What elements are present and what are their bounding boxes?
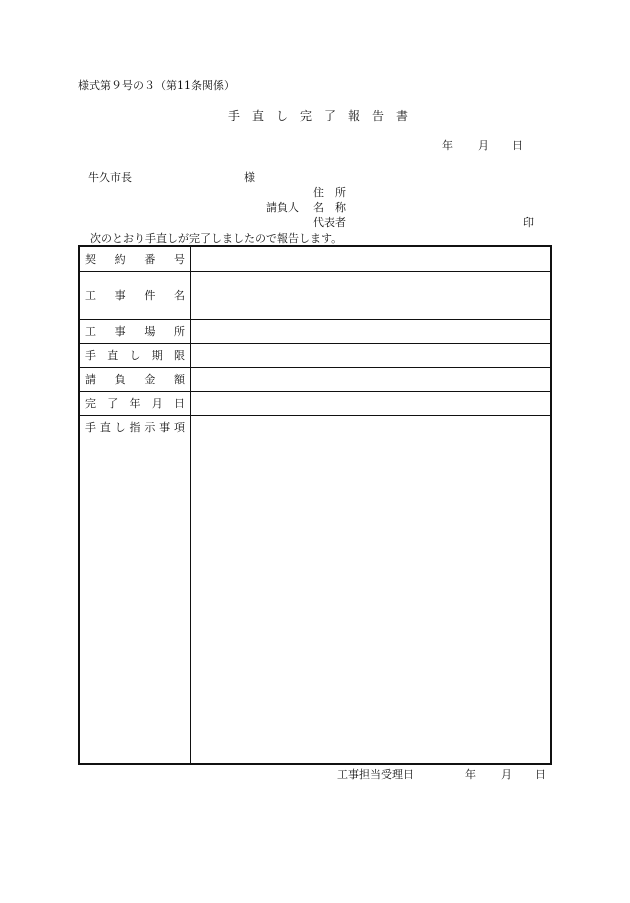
table-row bbox=[79, 319, 551, 343]
report-table bbox=[78, 245, 552, 765]
representative-label: 代表者 bbox=[313, 216, 346, 229]
table-row-label: 工事場所 bbox=[79, 319, 191, 343]
addressee-honorific: 様 bbox=[244, 171, 255, 184]
intro-text: 次のとおり手直しが完了しましたので報告します。 bbox=[90, 232, 343, 245]
received-year-label: 年 bbox=[465, 768, 476, 781]
contract-amount-field[interactable] bbox=[191, 367, 552, 391]
contractor-role-label: 請負人 bbox=[266, 201, 299, 214]
table-row-label: 手直し指示事項 bbox=[79, 415, 191, 764]
project-name-field[interactable] bbox=[191, 271, 552, 319]
completion-date-field[interactable] bbox=[191, 391, 552, 415]
table-row-label: 契約番号 bbox=[79, 246, 191, 271]
document-title: 手直し完了報告書 bbox=[228, 109, 421, 123]
correction-instructions-field[interactable] bbox=[191, 415, 552, 764]
project-location-field[interactable] bbox=[191, 319, 552, 343]
received-date-label: 工事担当受理日 bbox=[337, 768, 414, 781]
date-day-label: 日 bbox=[512, 139, 523, 152]
address-label: 住 所 bbox=[313, 186, 346, 199]
table-row-label: 手直し期限 bbox=[79, 343, 191, 367]
table-row bbox=[79, 367, 551, 391]
date-year-label: 年 bbox=[442, 139, 453, 152]
addressee-name: 牛久市長 bbox=[88, 171, 132, 184]
date-month-label: 月 bbox=[478, 139, 489, 152]
received-month-label: 月 bbox=[501, 768, 512, 781]
table-row-label: 工事件名 bbox=[79, 271, 191, 319]
seal-mark: 印 bbox=[523, 216, 534, 229]
contract-number-field[interactable] bbox=[191, 246, 552, 271]
received-day-label: 日 bbox=[535, 768, 546, 781]
correction-deadline-field[interactable] bbox=[191, 343, 552, 367]
table-row-label: 請負金額 bbox=[79, 367, 191, 391]
table-row-label: 完了年月日 bbox=[79, 391, 191, 415]
company-name-label: 名 称 bbox=[313, 201, 346, 214]
table-row bbox=[79, 271, 551, 319]
table-row bbox=[79, 343, 551, 367]
table-row bbox=[79, 246, 551, 271]
form-number: 様式第９号の３（第11条関係） bbox=[78, 79, 235, 92]
table-row bbox=[79, 391, 551, 415]
table-row bbox=[79, 415, 551, 764]
